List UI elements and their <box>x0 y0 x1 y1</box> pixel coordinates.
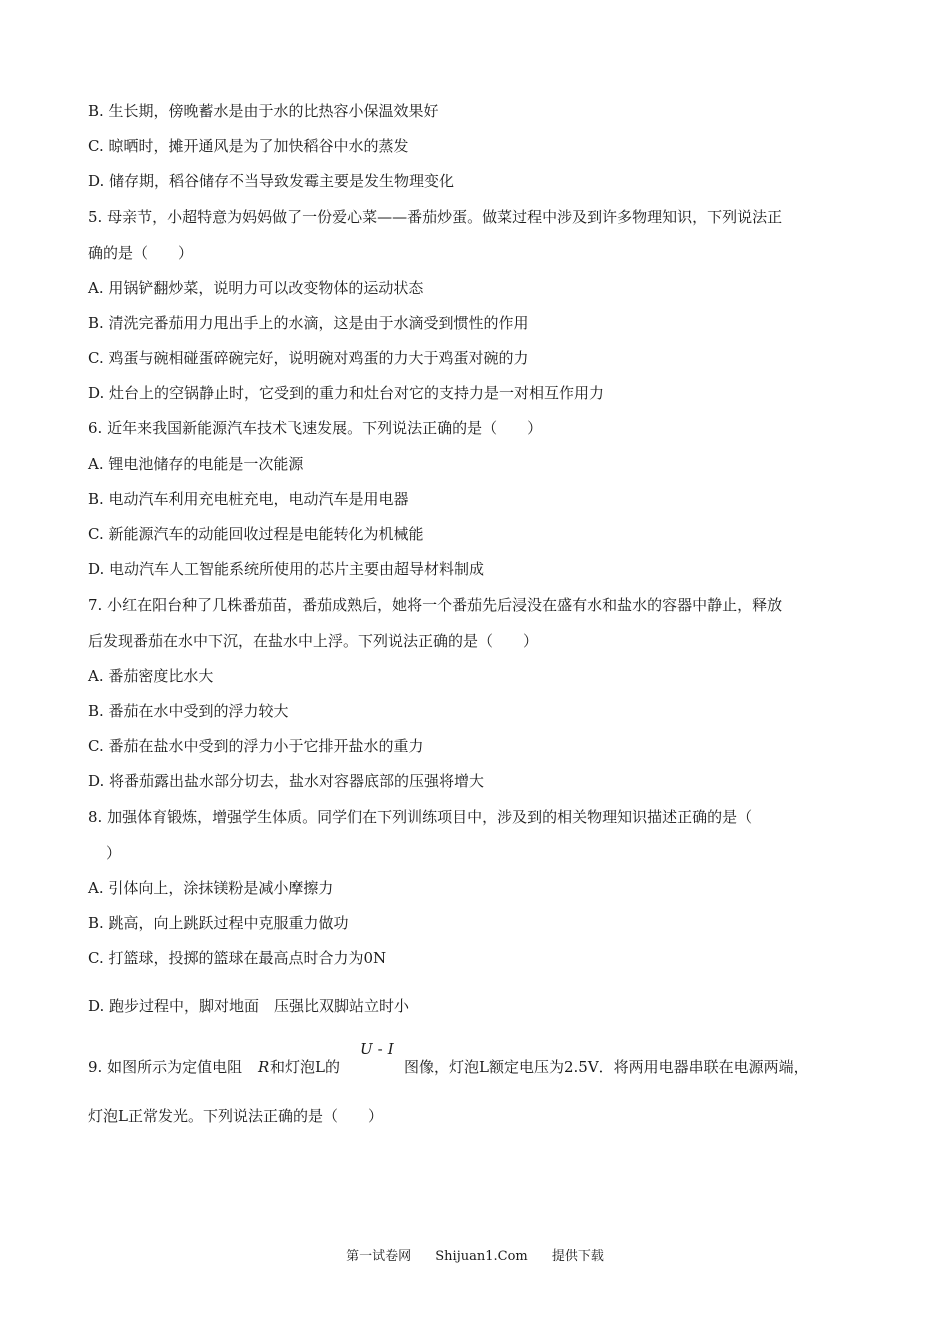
q9-resistor-symbol: R <box>258 1058 270 1076</box>
q6-option-b: B. 电动汽车利用充电桩充电，电动汽车是用电器 <box>88 490 409 508</box>
q6-option-c: C. 新能源汽车的动能回收过程是电能转化为机械能 <box>88 525 424 543</box>
q7-option-d: D. 将番茄露出盐水部分切去，盐水对容器底部的压强将增大 <box>88 772 485 790</box>
footer-note: 提供下载 <box>551 1249 604 1264</box>
q9-text-part2: 和灯泡L的 <box>270 1058 340 1076</box>
q7-stem-line2: 后发现番茄在水中下沉，在盐水中上浮。下列说法正确的是（ ） <box>88 632 539 650</box>
q9-stem-line2: 灯泡L正常发光。下列说法正确的是（ ） <box>88 1107 383 1125</box>
q6-option-a: A. 锂电池储存的电能是一次能源 <box>88 455 304 473</box>
q5-option-d: D. 灶台上的空锅静止时，它受到的重力和灶台对它的支持力是一对相互作用力 <box>88 384 605 402</box>
q4-option-b: B. 生长期，傍晚蓄水是由于水的比热容小保温效果好 <box>88 102 439 120</box>
u-symbol: U <box>360 1040 374 1058</box>
q9-text-part3: 图像，灯泡L额定电压为2.5V．将两用电器串联在电源两端， <box>404 1058 809 1076</box>
footer-site-name: 第一试卷网 <box>346 1249 412 1264</box>
q8-stem-line1: 8. 加强体育锻炼，增强学生体质。同学们在下列训练项目中，涉及到的相关物理知识描述正确的是（ <box>88 808 753 826</box>
q8-option-b: B. 跳高，向上跳跃过程中克服重力做功 <box>88 914 349 932</box>
q9-text-part1: 9. 如图所示为定值电阻 <box>88 1058 243 1076</box>
q7-option-b: B. 番茄在水中受到的浮力较大 <box>88 702 289 720</box>
q4-option-d: D. 储存期，稻谷储存不当导致发霉主要是发生物理变化 <box>88 172 455 190</box>
q5-option-a: A. 用锅铲翻炒菜，说明力可以改变物体的运动状态 <box>88 279 424 297</box>
q5-option-b: B. 清洗完番茄用力甩出手上的水滴，这是由于水滴受到惯性的作用 <box>88 314 529 332</box>
dash-symbol: - <box>377 1040 384 1058</box>
q5-stem-line1: 5. 母亲节，小超特意为妈妈做了一份爱心菜——番茄炒蛋。做菜过程中涉及到许多物理知识，下列说法正 <box>88 208 783 226</box>
footer-domain: Shijuan1.Com <box>435 1249 528 1264</box>
q5-stem-line2: 确的是（ ） <box>88 244 194 262</box>
q6-stem: 6. 近年来我国新能源汽车技术飞速发展。下列说法正确的是（ ） <box>88 419 543 437</box>
q9-u-i-formula <box>360 1040 395 1058</box>
q7-option-a: A. 番茄密度比水大 <box>88 667 214 685</box>
q8-option-a: A. 引体向上，涂抹镁粉是减小摩擦力 <box>88 879 334 897</box>
page-footer <box>0 1248 950 1266</box>
q8-option-d: D. 跑步过程中，脚对地面 压强比双脚站立时小 <box>88 997 410 1015</box>
q7-option-c: C. 番茄在盐水中受到的浮力小于它排开盐水的重力 <box>88 737 424 755</box>
i-symbol: I <box>387 1040 395 1058</box>
q8-option-c: C. 打篮球，投掷的篮球在最高点时合力为0N <box>88 949 387 967</box>
q5-option-c: C. 鸡蛋与碗相碰蛋碎碗完好，说明碗对鸡蛋的力大于鸡蛋对碗的力 <box>88 349 529 367</box>
q4-option-c: C. 晾晒时，摊开通风是为了加快稻谷中水的蒸发 <box>88 137 409 155</box>
q6-option-d: D. 电动汽车人工智能系统所使用的芯片主要由超导材料制成 <box>88 560 485 578</box>
q7-stem-line1: 7. 小红在阳台种了几株番茄苗，番茄成熟后，她将一个番茄先后浸没在盛有水和盐水的容器中静止，释放 <box>88 596 783 614</box>
q9-stem-line1 <box>88 1040 868 1088</box>
q8-stem-line2: ） <box>106 844 122 862</box>
